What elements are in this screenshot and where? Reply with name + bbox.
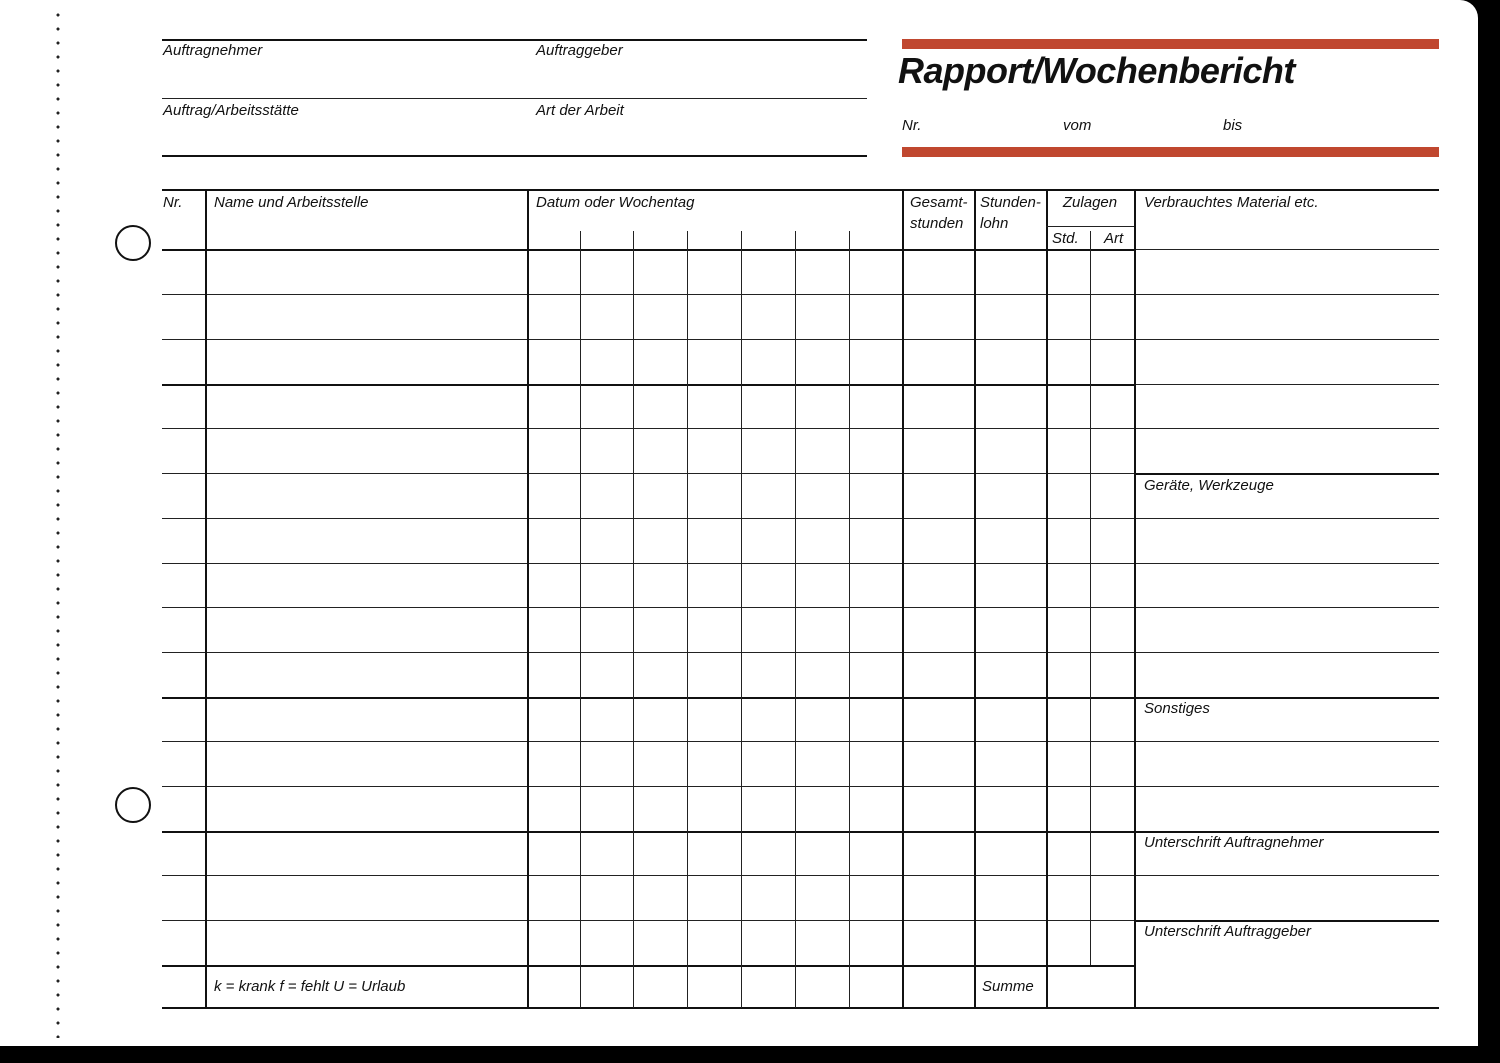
col-rule-date xyxy=(527,189,529,1008)
material-label: Verbrauchtes Material etc. xyxy=(1144,194,1319,211)
table-row-rule xyxy=(162,875,1134,876)
side-section-rule xyxy=(1134,697,1439,699)
col-rule-side xyxy=(1134,189,1136,1008)
table-row-rule xyxy=(162,786,1134,787)
punch-hole-top xyxy=(115,225,151,261)
client-label: Auftraggeber xyxy=(536,42,623,59)
col-total-header-line2: stunden xyxy=(910,215,964,232)
work-type-label: Art der Arbeit xyxy=(536,102,624,119)
order-label: Auftrag/Arbeitsstätte xyxy=(163,102,299,119)
side-row-rule xyxy=(1134,384,1439,385)
table-row-rule xyxy=(162,294,1134,295)
punch-hole-bottom xyxy=(115,787,151,823)
day-col-rule xyxy=(849,231,850,1008)
allowance-subheader-rule xyxy=(1046,226,1134,227)
col-rule-allowance xyxy=(1046,189,1048,1008)
side-row-rule xyxy=(1134,294,1439,295)
side-section-rule xyxy=(1134,473,1439,475)
col-total-header-line1: Gesamt- xyxy=(910,194,968,211)
perforation-line xyxy=(56,8,60,1038)
side-row-rule xyxy=(1134,875,1439,876)
col-nr-header: Nr. xyxy=(163,194,183,211)
signature-contractor-label: Unterschrift Auftragnehmer xyxy=(1144,834,1324,851)
table-row-rule xyxy=(162,518,1134,519)
day-col-rule xyxy=(687,231,688,1008)
form-title: Rapport/Wochenbericht xyxy=(898,50,1295,91)
side-row-rule xyxy=(1134,518,1439,519)
col-allowance-type-header: Art xyxy=(1104,230,1124,247)
table-top-rule xyxy=(162,189,1439,191)
table-row-rule xyxy=(162,697,1134,699)
header-bottom-rule xyxy=(162,155,867,157)
title-accent-bar-bottom xyxy=(902,147,1439,157)
col-rule-total xyxy=(902,189,904,1008)
table-row-rule xyxy=(162,741,1134,742)
col-allowance-hours-header: Std. xyxy=(1052,230,1079,247)
side-row-rule xyxy=(1134,786,1439,787)
day-col-rule xyxy=(580,231,581,1008)
table-row-rule xyxy=(162,428,1134,429)
signature-client-label: Unterschrift Auftraggeber xyxy=(1144,923,1312,940)
side-row-rule xyxy=(1134,249,1439,250)
side-section-rule xyxy=(1134,920,1439,922)
table-row-rule xyxy=(162,473,1134,474)
day-col-rule xyxy=(795,231,796,1008)
tools-label: Geräte, Werkzeuge xyxy=(1144,477,1274,494)
side-row-rule xyxy=(1134,652,1439,653)
to-label: bis xyxy=(1223,117,1243,134)
col-rule-name xyxy=(205,189,207,1008)
table-row-rule xyxy=(162,384,1134,386)
col-wage-header-line1: Stunden- xyxy=(980,194,1041,211)
table-row-rule xyxy=(162,339,1134,340)
header-top-rule xyxy=(162,39,867,41)
col-name-header: Name und Arbeitsstelle xyxy=(214,194,369,211)
side-row-rule xyxy=(1134,339,1439,340)
table-row-rule xyxy=(162,249,1134,251)
legend-text: k = krank f = fehlt U = Urlaub xyxy=(214,978,406,995)
side-row-rule xyxy=(1134,428,1439,429)
col-wage-header-line2: lohn xyxy=(980,215,1009,232)
side-section-rule xyxy=(1134,831,1439,833)
title-accent-bar-top xyxy=(902,39,1439,49)
table-row-rule xyxy=(162,831,1134,833)
table-row-rule xyxy=(162,607,1134,608)
side-row-rule xyxy=(1134,741,1439,742)
other-label: Sonstiges xyxy=(1144,700,1210,717)
sum-label: Summe xyxy=(982,978,1034,995)
day-col-rule xyxy=(633,231,634,1008)
table-row-rule xyxy=(162,563,1134,564)
number-label: Nr. xyxy=(902,117,922,134)
col-date-header: Datum oder Wochentag xyxy=(536,194,695,211)
day-col-rule xyxy=(741,231,742,1008)
table-row-rule xyxy=(162,920,1134,921)
header-mid-rule xyxy=(162,98,867,99)
col-allowance-header: Zulagen xyxy=(1062,194,1118,211)
from-label: vom xyxy=(1063,117,1092,134)
table-row-rule xyxy=(162,652,1134,653)
table-bottom-rule xyxy=(162,1007,1439,1009)
side-row-rule xyxy=(1134,607,1439,608)
col-rule-wage xyxy=(974,189,976,1008)
side-row-rule xyxy=(1134,563,1439,564)
contractor-label: Auftragnehmer xyxy=(163,42,263,59)
table-row-rule xyxy=(162,965,1134,967)
col-rule-allowance-split xyxy=(1090,231,1091,965)
